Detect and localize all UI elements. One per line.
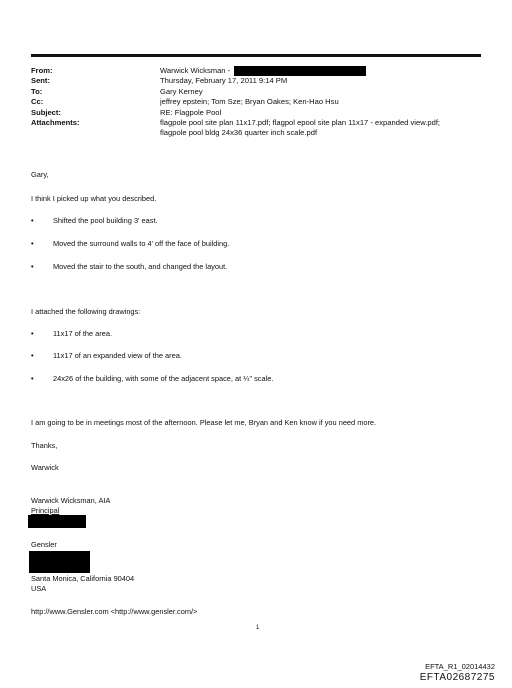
bullet-icon: •	[31, 239, 34, 248]
sent-value: Thursday, February 17, 2011 9:14 PM	[160, 76, 288, 86]
bullet-icon: •	[31, 351, 34, 360]
redaction-box	[234, 66, 366, 76]
signature-website: http://www.Gensler.com <http://www.gensler.com/>	[31, 607, 198, 616]
to-label: To:	[31, 86, 43, 96]
redaction-box	[28, 515, 86, 528]
closing-note: I am going to be in meetings most of the afternoon. Please let me, Bryan and Ken know if you need more.	[31, 418, 377, 427]
subject-value: RE: Flagpole Pool	[160, 107, 222, 117]
thanks-text: Thanks,	[31, 441, 58, 450]
bullet-icon: •	[31, 374, 34, 383]
footer-reference-1: EFTA_R1_02014432	[425, 662, 495, 671]
cc-label: Cc:	[31, 97, 44, 107]
signature-company: Gensler	[31, 540, 57, 549]
bullet-icon: •	[31, 216, 34, 225]
sent-label: Sent:	[31, 76, 50, 86]
sent-row	[31, 76, 501, 86]
cc-value: jeffrey epstein; Tom Sze; Bryan Oakes; Ken-Hao Hsu	[160, 97, 339, 107]
signature-city: Santa Monica, California 90404	[31, 574, 135, 583]
subject-label: Subject:	[31, 107, 61, 117]
sign-name: Warwick	[31, 463, 59, 472]
subject-row	[31, 108, 501, 118]
email-header	[31, 66, 501, 139]
cc-row	[31, 97, 501, 107]
drawings-intro: I attached the following drawings:	[31, 307, 141, 316]
from-row	[31, 66, 501, 76]
document-page: From: Warwick Wicksman - Sent: Thursday, February 17, 2011 9:14 PM To: Gary Kerney Cc: jeffrey epstein; Tom Sze; Bryan Oakes; Ken-Hao Hsu Subject: RE: Flagpole Pool Attachments: flagpole pool site plan 11x17.pdf; flagpol epool site plan 11x17 - expanded view.pdf; flagpole pool bldg 24x36 quarter inch scale.pdf Gary, I think I picked up what you described. • Shifted the pool building 3' east. • Moved the surround walls to 4' off the face of building. • Moved the stair to the south, and changed the layout. I attached the following drawings: • 11x17 of the area. • 11x17 of an expanded view of the area. • 24x26 of the building, with some of the adjacent space, at ¼" scale. I am going to be in meetings most of the afternoon. Please let me, Bryan and Ken know if you need more. Thanks, Warwick Warwick Wicksman, AIA Principal Gensler Santa Monica, California 90404 USA http://www.Gensler.com <http://www.gensler.com/> 1 EFTA_R1_02014432 EFTA02687275	[0, 0, 512, 688]
page-number: 1	[256, 625, 260, 631]
redaction-box	[29, 551, 90, 573]
to-row	[31, 87, 501, 97]
attachments-line-2: flagpole pool bldg 24x36 quarter inch scale.pdf	[160, 128, 318, 138]
signature-full-name: Warwick Wicksman, AIA	[31, 496, 111, 505]
attachments-row	[31, 118, 501, 139]
from-label: From:	[31, 66, 53, 75]
attachments-label: Attachments:	[31, 118, 80, 128]
signature-country: USA	[31, 584, 47, 593]
intro-text: I think I picked up what you described.	[31, 194, 157, 203]
signature-title: Principal	[31, 506, 60, 515]
to-value: Gary Kerney	[160, 86, 203, 96]
footer-reference-2: EFTA02687275	[419, 672, 495, 683]
bullet-icon: •	[31, 329, 34, 338]
attachments-line-1: flagpole pool site plan 11x17.pdf; flagpol epool site plan 11x17 - expanded view.pdf;	[160, 118, 441, 128]
from-value: Warwick Wicksman -	[160, 66, 231, 75]
header-rule	[31, 54, 481, 57]
greeting: Gary,	[31, 170, 49, 179]
bullet-icon: •	[31, 262, 34, 271]
